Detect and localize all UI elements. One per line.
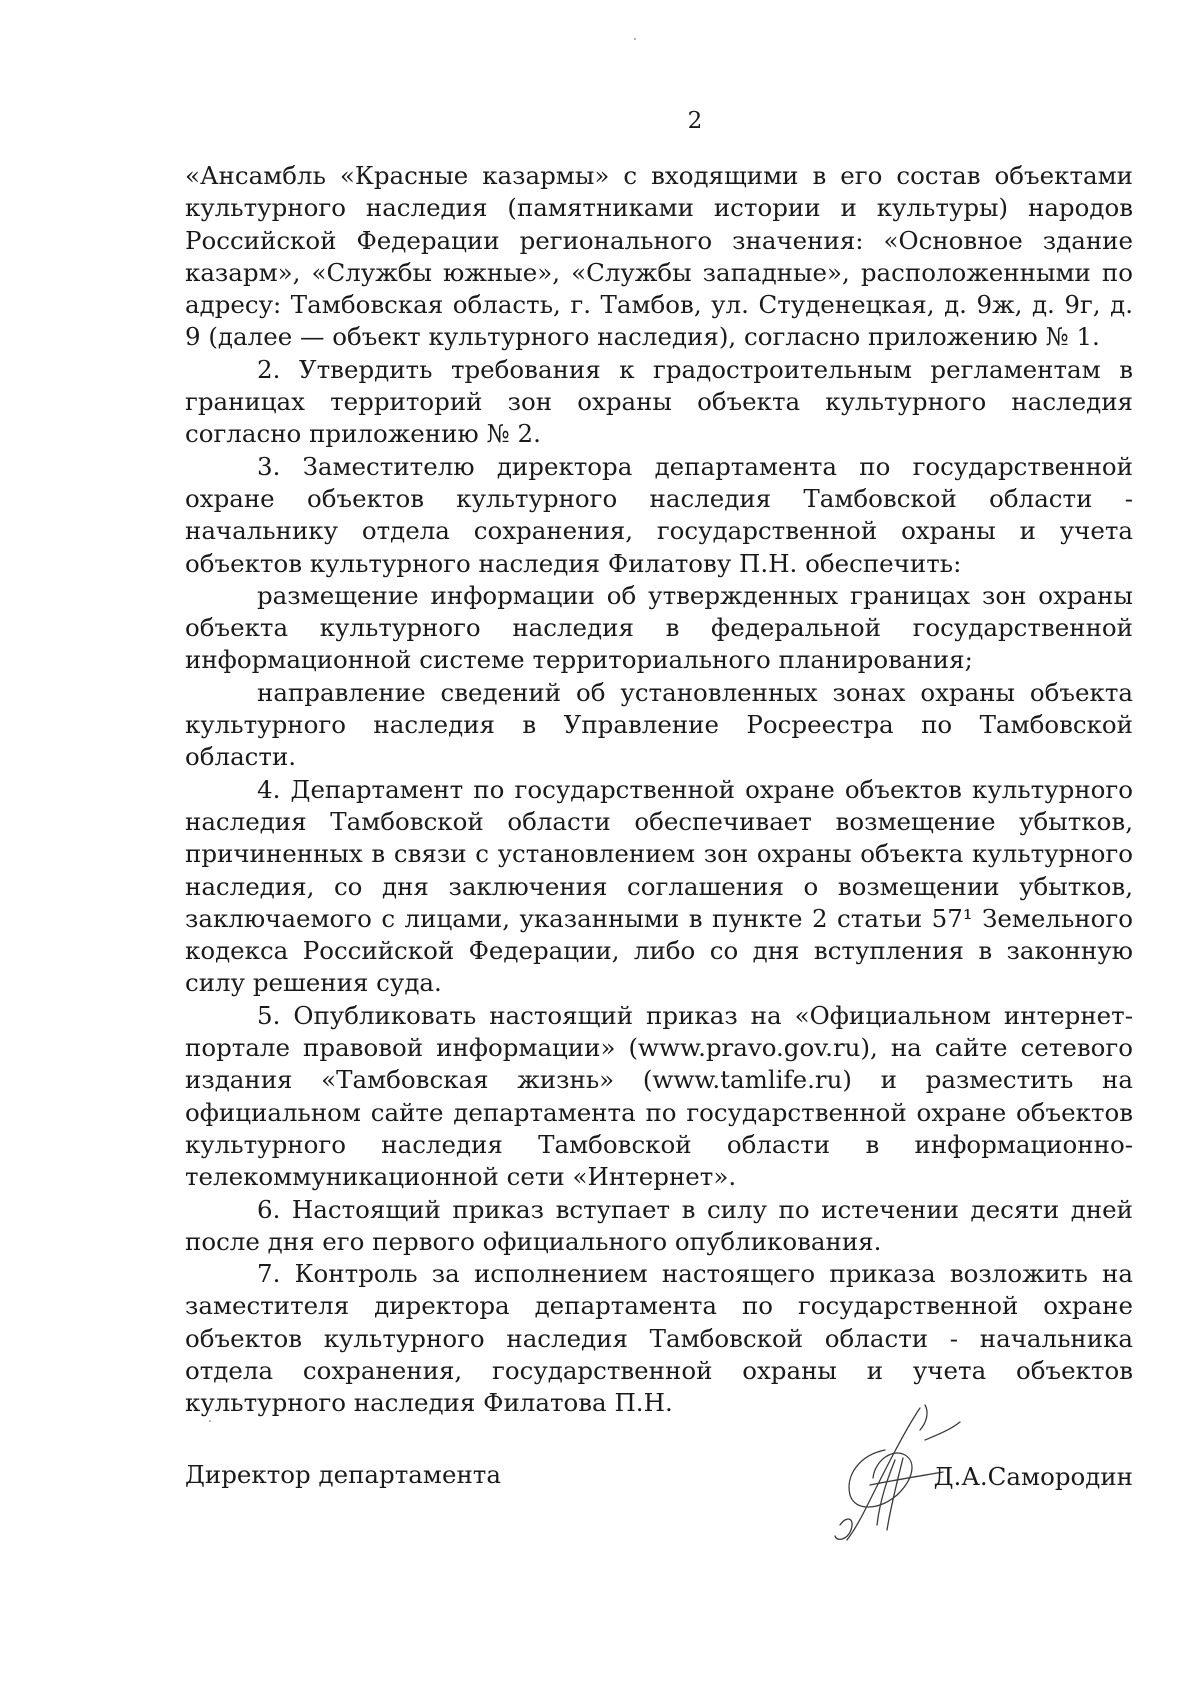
paragraph-2: 2. Утвердить требования к градостроительным регламентам в границах территорий зон охраны объекта культурного наследия согласно приложению № 2. [185, 354, 1133, 449]
paragraph-7: 7. Контроль за исполнением настоящего приказа возложить на заместителя директора департамента по государственной охране объектов культурного наследия Тамбовской области - начальника отдела сохранения, государственной охраны и учета объектов культурного наследия Филатова П.Н. [185, 1259, 1133, 1418]
document-body [185, 160, 1133, 1420]
paragraph-3: 3. Заместителю директора департамента по государственной охране объектов культурного наследия Тамбовской области - начальнику отдела сохранения, государственной охраны и учета объектов культурного наследия Филатову П.Н. обеспечить: [185, 451, 1133, 578]
signature-block [185, 1440, 1133, 1560]
paragraph-1: «Ансамбль «Красные казармы» с входящими в его состав объектами культурного наследия (памятниками истории и культуры) народов Российской Федерации регионального значения: «Основное здание казарм», «Службы южные», «Службы западные», расположенными по адресу: Тамбовская область, г. Тамбов, ул. Студенецкая, д. 9ж, д. 9г, д. 9 (далее — объект культурного наследия), согласно приложению № 1. [185, 161, 1133, 352]
scan-speck [634, 38, 636, 40]
paragraph-4: 4. Департамент по государственной охране объектов культурного наследия Тамбовской области обеспечивает возмещение убытков, причиненных в связи с установлением зон охраны объекта культурного наследия, со дня заключения соглашения о возмещении убытков, заключаемого с лицами, указанными в пункте 2 статьи 57¹ Земельного кодекса Российской Федерации, либо со дня вступления в законную силу решения суда. [185, 774, 1133, 998]
scan-speck [209, 1420, 211, 1422]
paragraph-5: 5. Опубликовать настоящий приказ на «Официальном интернет-портале правовой информации» (www.pravo.gov.ru), на сайте сетевого издания «Тамбовская жизнь» (www.tamlife.ru) и разместить на официальном сайте департамента по государственной охране объектов культурного наследия Тамбовской области в информационно-телекоммуникационной сети «Интернет». [185, 1000, 1133, 1192]
signatory-title: Директор департамента [185, 1460, 501, 1489]
page-number: 2 [687, 108, 703, 134]
signatory-name: Д.А.Самородин [933, 1462, 1133, 1491]
paragraph-3-item-1: размещение информации об утвержденных границах зон охраны объекта культурного наследия в федеральной государственной информационной системе территориального планирования; [185, 580, 1133, 675]
paragraph-6: 6. Настоящий приказ вступает в силу по истечении десяти дней после дня его первого официального опубликования. [185, 1194, 1133, 1256]
paragraph-3-item-2: направление сведений об установленных зонах охраны объекта культурного наследия в Управление Росреестра по Тамбовской области. [185, 677, 1133, 772]
